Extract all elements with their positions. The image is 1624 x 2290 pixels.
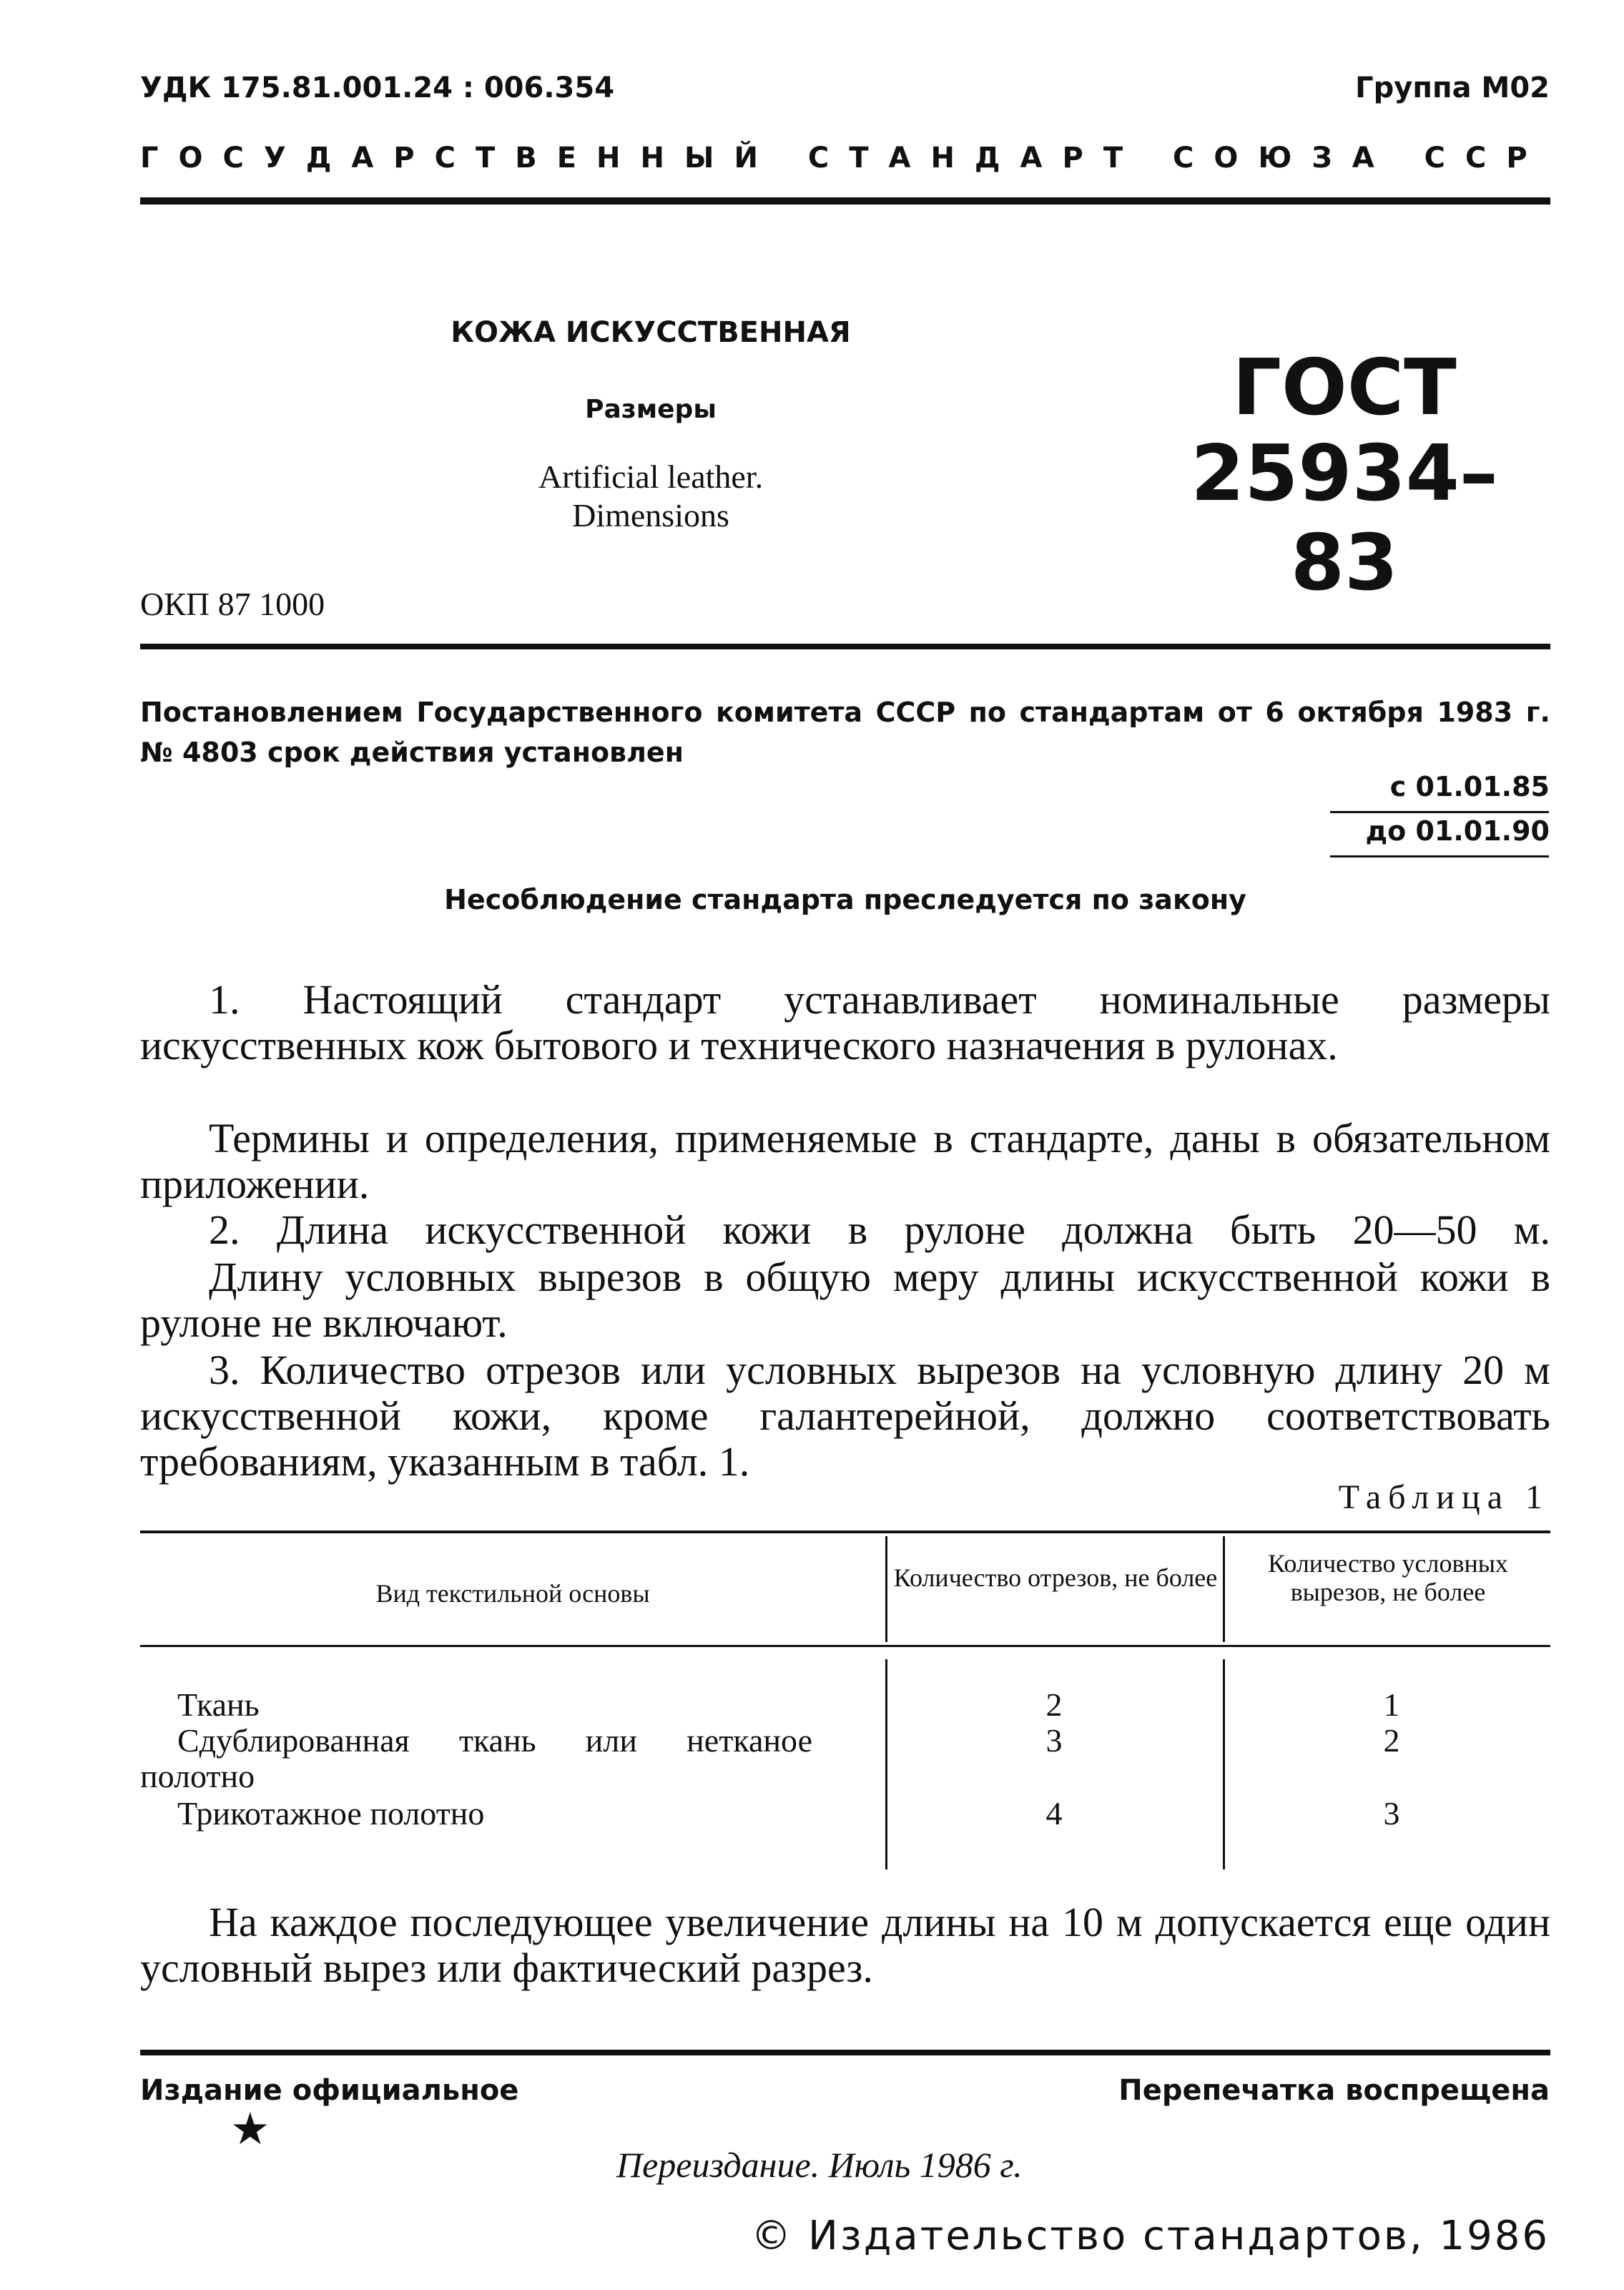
udk-code: УДК 175.81.001.24 : 006.354 xyxy=(140,72,615,104)
date-divider xyxy=(1330,811,1549,813)
english-title-line2: Dimensions xyxy=(572,497,729,534)
table-cell-material-continued: полотно xyxy=(140,1758,255,1794)
document-title: КОЖА ИСКУССТВЕННАЯ xyxy=(451,316,851,349)
table-header-material: Вид текстильной основы xyxy=(375,1579,650,1608)
reprint-prohibited-label: Перепечатка воспрещена xyxy=(1118,2074,1550,2107)
table-column-divider xyxy=(885,1536,887,1642)
paragraph-3: 3. Количество отрезов или условных вырезов на условную длину 20 м искусственной кожи, кроме галантерейной, должно соответствовать требованиям, указанным в табл. 1. xyxy=(140,1347,1550,1485)
table-cell-notches: 1 xyxy=(1383,1686,1400,1723)
paragraph-terms: Термины и определения, применяемые в стандарте, даны в обязательном приложении. xyxy=(140,1115,1550,1207)
paragraph-notch-length: Длину условных вырезов в общую меру длины искусственной кожи в рулоне не включают. xyxy=(140,1254,1550,1346)
gost-number: 25934–83 xyxy=(1191,429,1498,608)
date-underline xyxy=(1330,855,1549,857)
effective-to: до 01.01.90 xyxy=(1365,815,1550,847)
table-column-divider xyxy=(1223,1659,1225,1869)
okp-code: ОКП 87 1000 xyxy=(140,586,325,622)
table-cell-cuts: 2 xyxy=(1045,1686,1063,1723)
table-caption: Таблица 1 xyxy=(1338,1478,1550,1516)
effective-from: с 01.01.85 xyxy=(1389,771,1550,802)
table-header-rule xyxy=(140,1645,1550,1647)
paragraph-1: 1. Настоящий стандарт устанавливает номинальные размеры искусственных кож бытового и технического назначения в рулонах. xyxy=(140,976,1550,1068)
copyright-notice: © Издательство стандартов, 1986 xyxy=(751,2213,1550,2259)
gost-label: ГОСТ xyxy=(1232,343,1457,433)
group-code: Группа М02 xyxy=(1355,72,1550,104)
paragraph-length-increase: На каждое последующее увеличение длины на 10 м допускается еще один условный вырез или фактический разрез. xyxy=(140,1899,1550,1991)
table-cell-material: Сдублированная ткань или нетканое xyxy=(177,1722,812,1759)
table-cell-cuts: 3 xyxy=(1045,1722,1063,1759)
header-rule xyxy=(140,197,1550,205)
table-cell-notches: 2 xyxy=(1383,1722,1400,1759)
table-cell-material: Ткань xyxy=(177,1686,260,1723)
document-subtitle: Размеры xyxy=(585,395,717,424)
official-edition-label: Издание официальное xyxy=(140,2074,519,2107)
table-cell-notches: 3 xyxy=(1383,1795,1400,1832)
table-cell-cuts: 4 xyxy=(1045,1795,1063,1832)
table-cell-material: Трикотажное полотно xyxy=(177,1795,485,1832)
resolution-text: Постановлением Государственного комитета СССР по стандартам от 6 октября 1983 г. № 4803 срок действия установлен xyxy=(140,697,1550,768)
table-header-cuts: Количество отрезов, не более xyxy=(893,1563,1218,1592)
star-icon: ★ xyxy=(230,2105,270,2154)
table-column-divider xyxy=(1223,1536,1225,1642)
reissue-note: Переиздание. Июль 1986 г. xyxy=(616,2145,1023,2185)
paragraph-2: 2. Длина искусственной кожи в рулоне должна быть 20—50 м. xyxy=(209,1207,1550,1253)
legal-warning: Несоблюдение стандарта преследуется по закону xyxy=(444,884,1246,915)
footer-rule xyxy=(140,2050,1550,2055)
english-title-line1: Artificial leather. xyxy=(538,458,764,495)
table-header-notches: Количество условных вырезов, не более xyxy=(1268,1549,1508,1606)
table-column-divider xyxy=(885,1659,887,1869)
table-top-rule xyxy=(140,1530,1550,1533)
standard-banner: ГОСУДАРСТВЕННЫЙ СТАНДАРТ СОЮЗА ССР xyxy=(140,142,1547,175)
title-rule xyxy=(140,644,1550,649)
